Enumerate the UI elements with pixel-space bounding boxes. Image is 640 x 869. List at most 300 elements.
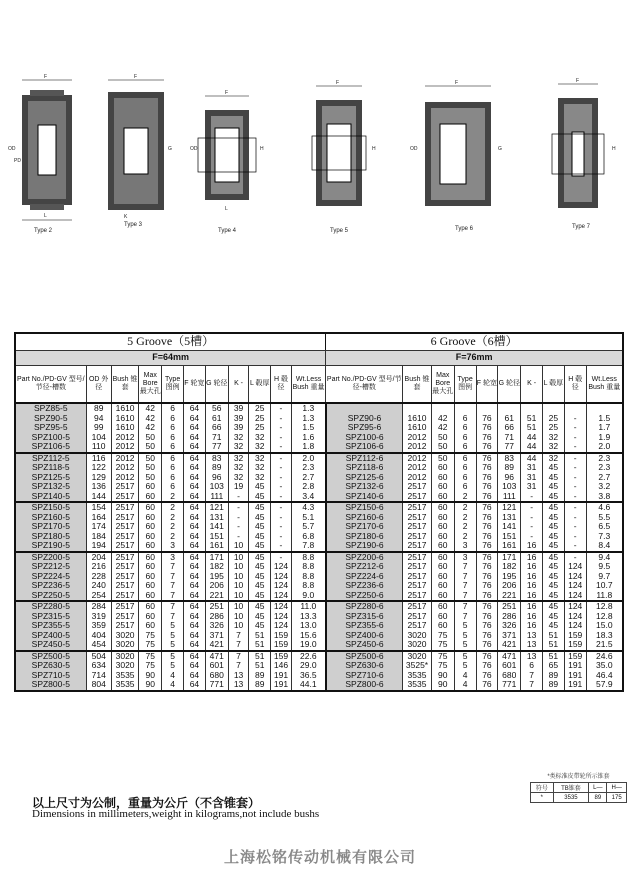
diagram-type-4 bbox=[190, 90, 264, 234]
spec-cell: 471 bbox=[205, 651, 228, 662]
part-number-cell: SPZ190-5 bbox=[15, 541, 86, 552]
spec-cell: 3535 bbox=[403, 680, 432, 691]
spec-cell: 16 bbox=[521, 541, 543, 552]
part-number-cell: SPZ95-6 bbox=[326, 423, 403, 433]
col-header-right-k: K - bbox=[521, 366, 543, 404]
table-row bbox=[15, 680, 623, 691]
spec-cell: - bbox=[228, 502, 249, 513]
spec-cell: 13 bbox=[521, 651, 543, 662]
spec-cell: 601 bbox=[498, 661, 521, 671]
spec-cell: 159 bbox=[271, 631, 292, 641]
part-number-cell: SPZ355-5 bbox=[15, 621, 86, 631]
spec-cell: 16 bbox=[521, 581, 543, 591]
bush-legend bbox=[530, 771, 627, 803]
spec-cell bbox=[498, 403, 521, 414]
spec-cell: 2.3 bbox=[586, 463, 623, 473]
spec-cell: 50 bbox=[431, 433, 454, 443]
col-header-left-k: K - bbox=[228, 366, 249, 404]
spec-cell: 111 bbox=[205, 492, 228, 503]
spec-cell: 2517 bbox=[111, 513, 139, 523]
part-number-cell: SPZ315-6 bbox=[326, 612, 403, 622]
spec-cell: 60 bbox=[139, 621, 162, 631]
spec-cell: 45 bbox=[249, 591, 271, 602]
dim-h-7: H bbox=[612, 146, 616, 152]
spec-cell: 2012 bbox=[403, 473, 432, 483]
spec-cell: 60 bbox=[431, 532, 454, 542]
spec-cell: 2012 bbox=[111, 463, 139, 473]
part-number-cell: SPZ180-5 bbox=[15, 532, 86, 542]
spec-cell: 2517 bbox=[111, 612, 139, 622]
spec-cell: 76 bbox=[476, 680, 498, 691]
type-7-label: Type 7 bbox=[572, 224, 591, 230]
units-note-cn: 以上尺寸为公制，重量为公斤（不含锥套） bbox=[32, 796, 261, 810]
part-number-cell: SPZ355-6 bbox=[326, 621, 403, 631]
spec-cell: 60 bbox=[431, 562, 454, 572]
spec-cell bbox=[543, 403, 565, 414]
spec-cell: 64 bbox=[184, 552, 206, 563]
spec-cell: 9.0 bbox=[291, 591, 326, 602]
spec-cell: 44.1 bbox=[291, 680, 326, 691]
spec-cell: 31 bbox=[521, 463, 543, 473]
spec-cell: 32 bbox=[249, 463, 271, 473]
spec-cell: 76 bbox=[476, 414, 498, 424]
legend-bush: 3535 bbox=[553, 793, 589, 803]
spec-cell: 5.1 bbox=[291, 513, 326, 523]
spec-cell bbox=[476, 403, 498, 414]
spec-cell: 204 bbox=[86, 552, 111, 563]
spec-cell: 10 bbox=[228, 612, 249, 622]
spec-cell: 76 bbox=[476, 552, 498, 563]
spec-cell: 4 bbox=[454, 680, 476, 691]
dim-h-4: H bbox=[260, 146, 264, 152]
spec-cell: - bbox=[521, 492, 543, 503]
spec-cell: 6 bbox=[454, 482, 476, 492]
spec-cell: 471 bbox=[498, 651, 521, 662]
dim-f-6: F bbox=[455, 80, 459, 86]
part-number-cell: SPZ112-6 bbox=[326, 453, 403, 464]
spec-cell: 76 bbox=[476, 591, 498, 602]
spec-cell: 6 bbox=[162, 423, 184, 433]
spec-cell: 144 bbox=[86, 492, 111, 503]
spec-cell: 2517 bbox=[403, 572, 432, 582]
spec-cell: 2517 bbox=[403, 513, 432, 523]
dim-od-6: OD bbox=[410, 146, 418, 152]
spec-cell: 32 bbox=[543, 442, 565, 453]
part-number-cell: SPZ125-5 bbox=[15, 473, 86, 483]
spec-cell: 76 bbox=[476, 492, 498, 503]
spec-cell: 64 bbox=[184, 522, 206, 532]
spec-cell: 6 bbox=[162, 473, 184, 483]
spec-cell: 7 bbox=[228, 640, 249, 651]
spec-cell: 45 bbox=[249, 572, 271, 582]
spec-cell: - bbox=[564, 414, 586, 424]
spec-cell: 50 bbox=[431, 442, 454, 453]
spec-cell: 45 bbox=[249, 502, 271, 513]
spec-cell: 11.8 bbox=[586, 591, 623, 602]
spec-cell: 45 bbox=[543, 552, 565, 563]
spec-cell: 89 bbox=[249, 680, 271, 691]
dim-od: OD bbox=[8, 146, 16, 152]
spec-cell: 50 bbox=[139, 442, 162, 453]
spec-cell: 2517 bbox=[403, 612, 432, 622]
spec-cell: 2517 bbox=[111, 492, 139, 503]
diagram-type-3 bbox=[108, 74, 172, 228]
spec-cell: 5 bbox=[454, 631, 476, 641]
legend-head-symbol: 符号 bbox=[531, 783, 554, 793]
spec-cell: 359 bbox=[86, 621, 111, 631]
part-number-cell: SPZ125-6 bbox=[326, 473, 403, 483]
spec-cell: 1.3 bbox=[291, 414, 326, 424]
spec-cell bbox=[521, 403, 543, 414]
spec-cell: 151 bbox=[205, 532, 228, 542]
spec-cell: 3535 bbox=[111, 680, 139, 691]
table-row bbox=[15, 433, 623, 443]
spec-cell: 51 bbox=[543, 651, 565, 662]
table-row bbox=[15, 612, 623, 622]
spec-cell: - bbox=[271, 403, 292, 414]
legend-table bbox=[530, 782, 627, 803]
spec-cell: 45 bbox=[543, 522, 565, 532]
dim-f-3: F bbox=[134, 74, 138, 80]
spec-cell: 4.6 bbox=[586, 502, 623, 513]
part-number-cell: SPZ150-6 bbox=[326, 502, 403, 513]
spec-cell: 76 bbox=[476, 482, 498, 492]
spec-cell: 9.4 bbox=[586, 552, 623, 563]
spec-cell: 2012 bbox=[111, 473, 139, 483]
spec-cell: 2 bbox=[162, 502, 184, 513]
spec-cell: 76 bbox=[476, 433, 498, 443]
spec-cell: 161 bbox=[205, 541, 228, 552]
spec-cell: 60 bbox=[139, 572, 162, 582]
spec-cell: 51 bbox=[249, 651, 271, 662]
col-header-left-wt: Wt.Less Bush 重量 bbox=[291, 366, 326, 404]
spec-cell: 60 bbox=[431, 581, 454, 591]
spec-cell: 161 bbox=[498, 541, 521, 552]
spec-cell: 3020 bbox=[111, 651, 139, 662]
col-header-left-h: H 毂径 bbox=[271, 366, 292, 404]
spec-cell: 45 bbox=[543, 621, 565, 631]
dim-g-6: G bbox=[498, 146, 502, 152]
spec-cell: 45 bbox=[543, 572, 565, 582]
spec-cell: - bbox=[228, 532, 249, 542]
spec-cell: 89 bbox=[498, 463, 521, 473]
spec-cell: 76 bbox=[476, 423, 498, 433]
spec-cell: 3 bbox=[454, 552, 476, 563]
spec-cell: 76 bbox=[476, 522, 498, 532]
spec-cell: 7 bbox=[454, 581, 476, 591]
table-row bbox=[15, 640, 623, 651]
spec-cell: 195 bbox=[205, 572, 228, 582]
spec-cell: 45 bbox=[249, 581, 271, 591]
spec-cell: 146 bbox=[271, 661, 292, 671]
spec-cell: 154 bbox=[86, 502, 111, 513]
spec-cell: 5.7 bbox=[291, 522, 326, 532]
spec-cell: 284 bbox=[86, 601, 111, 612]
spec-cell: 64 bbox=[184, 581, 206, 591]
spec-cell: 64 bbox=[184, 621, 206, 631]
spec-cell: 90 bbox=[139, 680, 162, 691]
spec-cell: - bbox=[564, 473, 586, 483]
spec-cell: 1.7 bbox=[586, 423, 623, 433]
spec-cell: 7 bbox=[454, 572, 476, 582]
spec-cell: 103 bbox=[498, 482, 521, 492]
spec-cell: 61 bbox=[498, 414, 521, 424]
col-header-left-f: F 轮宽 bbox=[184, 366, 206, 404]
spec-cell: 39 bbox=[228, 403, 249, 414]
spec-cell: 76 bbox=[476, 442, 498, 453]
spec-cell: 326 bbox=[205, 621, 228, 631]
spec-cell: 124 bbox=[564, 581, 586, 591]
part-number-cell: SPZ180-6 bbox=[326, 532, 403, 542]
part-number-cell: SPZ450-6 bbox=[326, 640, 403, 651]
col-header-left-od: OD 外径 bbox=[86, 366, 111, 404]
spec-cell: 32 bbox=[228, 433, 249, 443]
dim-f-5: F bbox=[336, 80, 340, 86]
spec-cell: 50 bbox=[431, 453, 454, 464]
spec-cell: 60 bbox=[431, 482, 454, 492]
spec-cell: 31 bbox=[521, 473, 543, 483]
dim-f-4: F bbox=[225, 90, 229, 96]
col-header-right-part: Part No./PD-GV 型号/节径-槽数 bbox=[326, 366, 403, 404]
spec-cell: 51 bbox=[521, 414, 543, 424]
spec-cell: 13.3 bbox=[291, 612, 326, 622]
table-row bbox=[15, 671, 623, 681]
spec-cell: 45 bbox=[249, 621, 271, 631]
spec-cell: 13 bbox=[521, 640, 543, 651]
spec-cell: 326 bbox=[498, 621, 521, 631]
dim-f-7: F bbox=[576, 78, 580, 84]
spec-cell: 76 bbox=[476, 661, 498, 671]
spec-cell: 1.6 bbox=[291, 433, 326, 443]
table-row bbox=[15, 631, 623, 641]
spec-cell: 32 bbox=[249, 442, 271, 453]
spec-cell: 45 bbox=[543, 612, 565, 622]
spec-cell: 228 bbox=[86, 572, 111, 582]
spec-cell: 32 bbox=[249, 453, 271, 464]
part-number-cell: SPZ224-5 bbox=[15, 572, 86, 582]
table-row bbox=[15, 482, 623, 492]
spec-cell: 2517 bbox=[111, 591, 139, 602]
spec-cell: 76 bbox=[476, 621, 498, 631]
spec-cell: 7 bbox=[162, 572, 184, 582]
spec-cell: 64 bbox=[184, 631, 206, 641]
spec-cell: 174 bbox=[86, 522, 111, 532]
spec-cell: 60 bbox=[431, 572, 454, 582]
spec-cell: 76 bbox=[476, 453, 498, 464]
spec-cell: 5 bbox=[454, 640, 476, 651]
spec-cell: 45 bbox=[543, 502, 565, 513]
spec-cell: 45 bbox=[249, 562, 271, 572]
spec-cell: 51 bbox=[543, 631, 565, 641]
spec-cell: 13 bbox=[228, 671, 249, 681]
spec-cell: 7 bbox=[521, 671, 543, 681]
spec-cell: 2.0 bbox=[291, 453, 326, 464]
spec-table-body bbox=[15, 403, 623, 691]
spec-cell: 25 bbox=[249, 423, 271, 433]
spec-cell: 76 bbox=[476, 581, 498, 591]
part-number-cell: SPZ236-5 bbox=[15, 581, 86, 591]
spec-cell: 25 bbox=[543, 414, 565, 424]
spec-cell: 2517 bbox=[403, 581, 432, 591]
spec-cell: 32 bbox=[228, 473, 249, 483]
spec-cell: - bbox=[228, 513, 249, 523]
spec-cell: 16 bbox=[521, 601, 543, 612]
spec-cell: 103 bbox=[205, 482, 228, 492]
spec-cell: 194 bbox=[86, 541, 111, 552]
spec-cell: 251 bbox=[498, 601, 521, 612]
spec-cell: 110 bbox=[86, 442, 111, 453]
spec-cell: 2 bbox=[162, 492, 184, 503]
spec-cell: 45 bbox=[249, 513, 271, 523]
spec-cell: - bbox=[564, 423, 586, 433]
spec-cell: 25 bbox=[543, 423, 565, 433]
spec-cell: 182 bbox=[205, 562, 228, 572]
col-header-right-h: H 毂径 bbox=[564, 366, 586, 404]
spec-cell: 75 bbox=[139, 631, 162, 641]
part-number-cell: SPZ250-5 bbox=[15, 591, 86, 602]
spec-cell: - bbox=[271, 473, 292, 483]
spec-cell bbox=[431, 403, 454, 414]
spec-cell: 191 bbox=[564, 671, 586, 681]
spec-cell: 16 bbox=[521, 572, 543, 582]
spec-cell: 76 bbox=[476, 640, 498, 651]
spec-cell: - bbox=[564, 513, 586, 523]
spec-cell: 45 bbox=[249, 601, 271, 612]
spec-cell: 76 bbox=[476, 502, 498, 513]
spec-cell: 2012 bbox=[403, 442, 432, 453]
spec-cell: 44 bbox=[521, 433, 543, 443]
spec-cell: 64 bbox=[184, 640, 206, 651]
spec-cell: 2517 bbox=[403, 522, 432, 532]
spec-cell: 60 bbox=[431, 522, 454, 532]
spec-cell: 2517 bbox=[111, 482, 139, 492]
spec-cell: 64 bbox=[184, 502, 206, 513]
spec-cell: 6 bbox=[162, 403, 184, 414]
spec-cell: - bbox=[271, 502, 292, 513]
spec-cell: 6.5 bbox=[586, 522, 623, 532]
part-number-cell: SPZ200-5 bbox=[15, 552, 86, 563]
spec-cell: 136 bbox=[86, 482, 111, 492]
spec-cell: 60 bbox=[139, 601, 162, 612]
spec-cell: 76 bbox=[476, 671, 498, 681]
part-number-cell: SPZ200-6 bbox=[326, 552, 403, 563]
spec-cell: 71 bbox=[498, 433, 521, 443]
spec-cell: - bbox=[564, 502, 586, 513]
table-row bbox=[15, 414, 623, 424]
spec-cell: 66 bbox=[498, 423, 521, 433]
spec-cell: 191 bbox=[564, 680, 586, 691]
spec-cell: 6 bbox=[521, 661, 543, 671]
spec-cell: 3535 bbox=[403, 671, 432, 681]
type-3-label: Type 3 bbox=[124, 222, 143, 228]
spec-cell: 45 bbox=[249, 612, 271, 622]
spec-cell: 8.8 bbox=[291, 572, 326, 582]
spec-cell: 16 bbox=[521, 552, 543, 563]
spec-cell: 45 bbox=[249, 482, 271, 492]
spec-cell: 45 bbox=[249, 552, 271, 563]
legend-symbol: * bbox=[531, 793, 554, 803]
spec-cell: 83 bbox=[205, 453, 228, 464]
part-number-cell: SPZ224-6 bbox=[326, 572, 403, 582]
spec-cell: 7 bbox=[162, 591, 184, 602]
spec-cell: 3020 bbox=[403, 651, 432, 662]
spec-cell: 5 bbox=[162, 651, 184, 662]
legend-l: 89 bbox=[589, 793, 607, 803]
part-number-cell: SPZ100-6 bbox=[326, 433, 403, 443]
spec-cell: 64 bbox=[184, 423, 206, 433]
spec-cell: 159 bbox=[564, 640, 586, 651]
spec-cell: 131 bbox=[205, 513, 228, 523]
type-6-label: Type 6 bbox=[455, 226, 474, 232]
spec-cell: 96 bbox=[498, 473, 521, 483]
spec-cell: 83 bbox=[498, 453, 521, 464]
col-header-right-g: G 轮径 bbox=[498, 366, 521, 404]
spec-cell: 191 bbox=[564, 661, 586, 671]
spec-cell: 2 bbox=[454, 532, 476, 542]
spec-cell: 50 bbox=[139, 463, 162, 473]
spec-cell: - bbox=[564, 433, 586, 443]
spec-cell: 171 bbox=[498, 552, 521, 563]
spec-cell: 3535 bbox=[111, 671, 139, 681]
spec-cell bbox=[586, 403, 623, 414]
legend-h: 175 bbox=[607, 793, 627, 803]
col-header-right-l: L 毂厚 bbox=[543, 366, 565, 404]
spec-cell: 89 bbox=[543, 671, 565, 681]
spec-cell: 2517 bbox=[403, 621, 432, 631]
spec-cell: 6 bbox=[454, 473, 476, 483]
spec-cell: 10 bbox=[228, 601, 249, 612]
spec-cell: 2 bbox=[454, 492, 476, 503]
spec-cell: 60 bbox=[431, 591, 454, 602]
spec-cell: 421 bbox=[498, 640, 521, 651]
spec-cell: 4 bbox=[454, 671, 476, 681]
col-header-right-f: F 轮宽 bbox=[476, 366, 498, 404]
spec-cell: 2517 bbox=[111, 562, 139, 572]
spec-cell: - bbox=[271, 532, 292, 542]
spec-cell: 76 bbox=[476, 631, 498, 641]
legend-title: *类标准皮带轮所示锥套 bbox=[547, 774, 610, 780]
spec-cell: - bbox=[564, 532, 586, 542]
part-number-cell: SPZ315-5 bbox=[15, 612, 86, 622]
table-row bbox=[15, 403, 623, 414]
table-row bbox=[15, 513, 623, 523]
part-number-cell: SPZ106-5 bbox=[15, 442, 86, 453]
spec-cell: 45 bbox=[543, 601, 565, 612]
spec-cell: 56 bbox=[205, 403, 228, 414]
spec-cell: 5.5 bbox=[586, 513, 623, 523]
spec-cell: 19.0 bbox=[291, 640, 326, 651]
spec-cell: 124 bbox=[564, 601, 586, 612]
spec-cell: 771 bbox=[498, 680, 521, 691]
spec-cell: 90 bbox=[431, 671, 454, 681]
spec-cell: 254 bbox=[86, 591, 111, 602]
spec-cell: 124 bbox=[271, 572, 292, 582]
spec-cell: 44 bbox=[521, 442, 543, 453]
part-number-cell: SPZ212-5 bbox=[15, 562, 86, 572]
spec-cell: 124 bbox=[271, 612, 292, 622]
spec-cell: 206 bbox=[498, 581, 521, 591]
spec-cell: 2012 bbox=[403, 433, 432, 443]
spec-cell: 16 bbox=[521, 591, 543, 602]
spec-cell: 2517 bbox=[403, 532, 432, 542]
part-number-cell: SPZ100-5 bbox=[15, 433, 86, 443]
spec-cell: - bbox=[271, 433, 292, 443]
spec-cell: 124 bbox=[271, 591, 292, 602]
part-number-cell: SPZ118-6 bbox=[326, 463, 403, 473]
spec-cell: 66 bbox=[205, 423, 228, 433]
table-row bbox=[15, 591, 623, 602]
spec-cell: 1610 bbox=[403, 414, 432, 424]
